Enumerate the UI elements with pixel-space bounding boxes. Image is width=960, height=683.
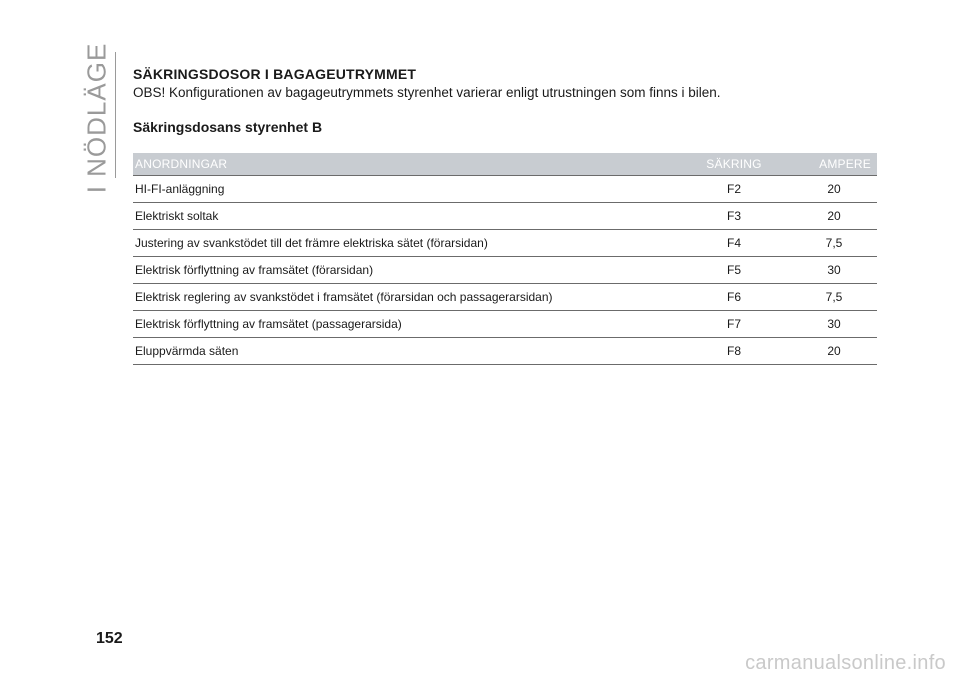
cell-device: Elektrisk reglering av svankstödet i framsätet (förarsidan och passagerarsidan) xyxy=(133,284,677,311)
table-header-row xyxy=(133,153,877,176)
table-row xyxy=(133,284,877,311)
cell-fuse: F4 xyxy=(677,230,789,257)
cell-ampere: 7,5 xyxy=(789,284,877,311)
main-content xyxy=(133,66,877,365)
cell-fuse: F7 xyxy=(677,311,789,338)
cell-device: Eluppvärmda säten xyxy=(133,338,677,365)
cell-ampere: 30 xyxy=(789,311,877,338)
cell-device: Elektrisk förflyttning av framsätet (passagerarsida) xyxy=(133,311,677,338)
section-subtitle: Säkringsdosans styrenhet B xyxy=(133,119,323,135)
table-row xyxy=(133,176,877,203)
table-row xyxy=(133,257,877,284)
chapter-tab-label: I NÖDLÄGE xyxy=(81,42,112,194)
cell-ampere: 30 xyxy=(789,257,877,284)
section-title: SÄKRINGSDOSOR I BAGAGEUTRYMMET xyxy=(133,66,417,82)
header-fuse: SÄKRING xyxy=(677,153,789,176)
cell-fuse: F8 xyxy=(677,338,789,365)
cell-ampere: 20 xyxy=(789,176,877,203)
watermark: carmanualsonline.info xyxy=(745,652,946,674)
cell-fuse: F5 xyxy=(677,257,789,284)
cell-device: HI-FI-anläggning xyxy=(133,176,677,203)
cell-fuse: F6 xyxy=(677,284,789,311)
cell-device: Justering av svankstödet till det främre elektriska sätet (förarsidan) xyxy=(133,230,677,257)
cell-device: Elektriskt soltak xyxy=(133,203,677,230)
cell-fuse: F3 xyxy=(677,203,789,230)
cell-ampere: 7,5 xyxy=(789,230,877,257)
page-number: 152 xyxy=(96,630,123,647)
chapter-tab xyxy=(81,42,112,194)
chapter-divider xyxy=(115,52,116,178)
cell-fuse: F2 xyxy=(677,176,789,203)
cell-ampere: 20 xyxy=(789,338,877,365)
fuse-table xyxy=(133,153,877,365)
section-note: OBS! Konfigurationen av bagageutrymmets styrenhet varierar enligt utrustningen som finns i bilen. xyxy=(133,85,721,100)
cell-device: Elektrisk förflyttning av framsätet (förarsidan) xyxy=(133,257,677,284)
table-row xyxy=(133,338,877,365)
table-row xyxy=(133,203,877,230)
table-row xyxy=(133,230,877,257)
header-ampere: AMPERE xyxy=(789,153,877,176)
cell-ampere: 20 xyxy=(789,203,877,230)
header-device: ANORDNINGAR xyxy=(133,153,677,176)
table-row xyxy=(133,311,877,338)
